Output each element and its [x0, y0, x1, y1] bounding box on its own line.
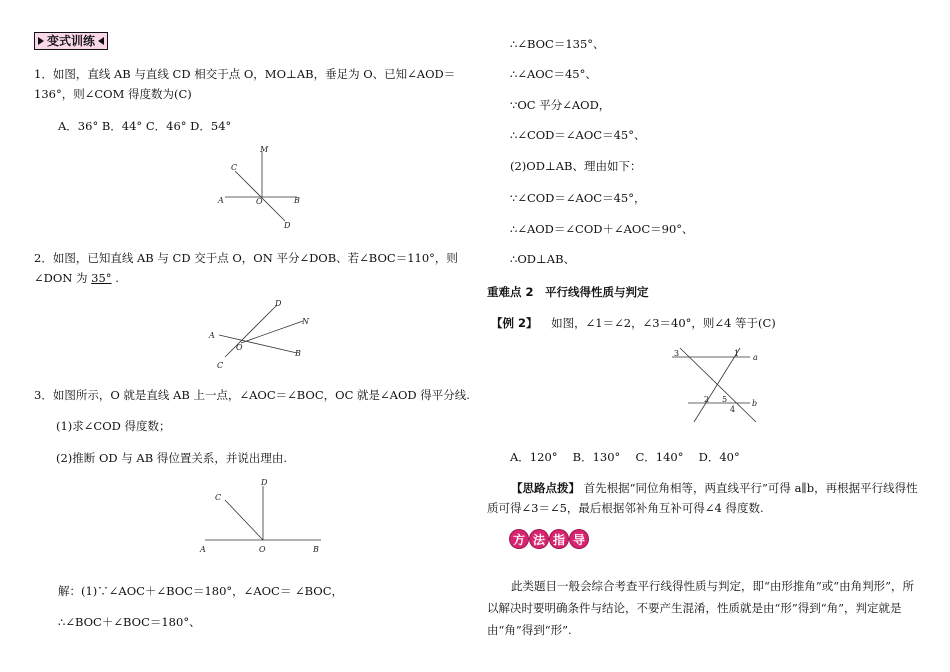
line-oc [225, 500, 263, 540]
section-title: 变式训练 [47, 34, 96, 48]
method-char-1: 方 [510, 530, 528, 548]
line-cd [235, 171, 285, 221]
q3-sub2: (2)推断 OD 与 AB 得位置关系，并说出理由. [56, 451, 287, 465]
label-m: M [260, 145, 269, 154]
q3-solution-line2: ∴∠BOC＋∠BOC＝180°、 [58, 615, 201, 629]
hint-label: 【思路点拨】 [511, 481, 580, 495]
q2-answer: 35° [91, 271, 112, 285]
method-char-2: 法 [530, 530, 548, 548]
label-d: D [261, 478, 268, 487]
line-ab [219, 335, 297, 353]
q2-line2 [34, 270, 119, 286]
q3-line1: 3．如图所示，O 就是直线 AB 上一点，∠AOC＝∠BOC，OC 就是∠AOD 得平分线. [34, 388, 470, 402]
line-cd [225, 305, 277, 357]
label-a: A [200, 545, 206, 554]
method-char-3: 指 [550, 530, 568, 548]
label-o: O [236, 343, 243, 352]
method-guide-badge [510, 530, 588, 548]
label-b: B [295, 349, 301, 358]
transversal-1 [680, 348, 756, 422]
q2-figure [205, 295, 320, 375]
q3-solution-line1: 解：(1)∵∠AOC＋∠BOC＝180°，∠AOC＝ ∠BOC， [58, 584, 344, 598]
hint-paragraph [487, 478, 919, 518]
label-a: a [753, 353, 758, 362]
label-o: O [256, 197, 263, 206]
label-b: B [294, 196, 300, 205]
right-line-3: ∵OC 平分∠AOD， [510, 98, 611, 112]
q1-line2: 136°，则∠COM 得度数为(C) [34, 87, 192, 101]
label-a: A [218, 196, 224, 205]
label-5: 5 [722, 395, 728, 404]
label-4: 4 [730, 405, 736, 414]
q2-suffix: . [115, 271, 119, 285]
label-c: C [215, 493, 222, 502]
label-1: 1 [734, 349, 740, 358]
label-b: b [752, 399, 758, 408]
right-line-5: (2)OD⊥AB、理由如下： [510, 159, 642, 173]
example-2-options: A．120° B．130° C．140° D．40° [510, 450, 740, 464]
section-title-badge [34, 32, 108, 50]
hint-text: 首先根据“同位角相等，两直线平行”可得 a∥b，再根据平行线得性质可得∠3＝∠5，最后根据邻补角互补可得∠4 得度数. [487, 481, 918, 515]
example-label: 【例 2】 [491, 316, 538, 330]
label-3: 3 [674, 349, 680, 358]
triangle-left-icon [98, 37, 104, 45]
label-a: A [209, 331, 215, 340]
right-line-1: ∴∠BOC＝135°、 [510, 37, 605, 51]
q3-figure [195, 472, 330, 557]
label-o: O [259, 545, 266, 554]
label-c: C [231, 163, 238, 172]
right-line-2: ∴∠AOC＝45°、 [510, 67, 597, 81]
right-line-4: ∴∠COD＝∠AOC＝45°、 [510, 128, 646, 142]
heading-key-point-2: 重难点 2 平行线得性质与判定 [487, 285, 649, 299]
method-char-4: 导 [570, 530, 588, 548]
triangle-right-icon [38, 37, 44, 45]
example-text: 如图，∠1＝∠2，∠3＝40°，则∠4 等于(C) [551, 316, 776, 330]
q1-line1: 1．如图，直线 AB 与直线 CD 相交于点 O，MO⊥AB，垂足为 O、已知∠AOD＝ [34, 67, 456, 81]
label-b: B [313, 545, 319, 554]
q1-figure [215, 143, 305, 233]
right-line-8: ∴OD⊥AB、 [510, 252, 576, 266]
label-d: D [275, 299, 282, 308]
example-2-figure [668, 342, 768, 424]
right-line-6: ∵∠COD＝∠AOC＝45°， [510, 191, 646, 205]
example-2-line [491, 315, 776, 331]
label-d: D [284, 221, 291, 230]
label-2: 2 [704, 395, 710, 404]
right-line-7: ∴∠AOD＝∠COD＋∠AOC＝90°、 [510, 222, 694, 236]
q2-line1: 2．如图，已知直线 AB 与 CD 交于点 O，ON 平分∠DOB、若∠BOC＝110°，则 [34, 251, 458, 265]
q2-prefix: ∠DON 为 [34, 271, 88, 285]
label-n: N [302, 317, 309, 326]
q1-options: A．36° B．44° C．46° D．54° [58, 119, 232, 133]
q3-sub1: (1)求∠COD 得度数； [56, 419, 171, 433]
label-c: C [217, 361, 224, 370]
method-paragraph: 此类题目一般会综合考查平行线得性质与判定，即“由形推角”或“由角判形”，所以解决时要明确条件与结论，不要产生混淆，性质就是由“形”得到“角”，判定就是由“角”得到“形”. [487, 579, 915, 637]
